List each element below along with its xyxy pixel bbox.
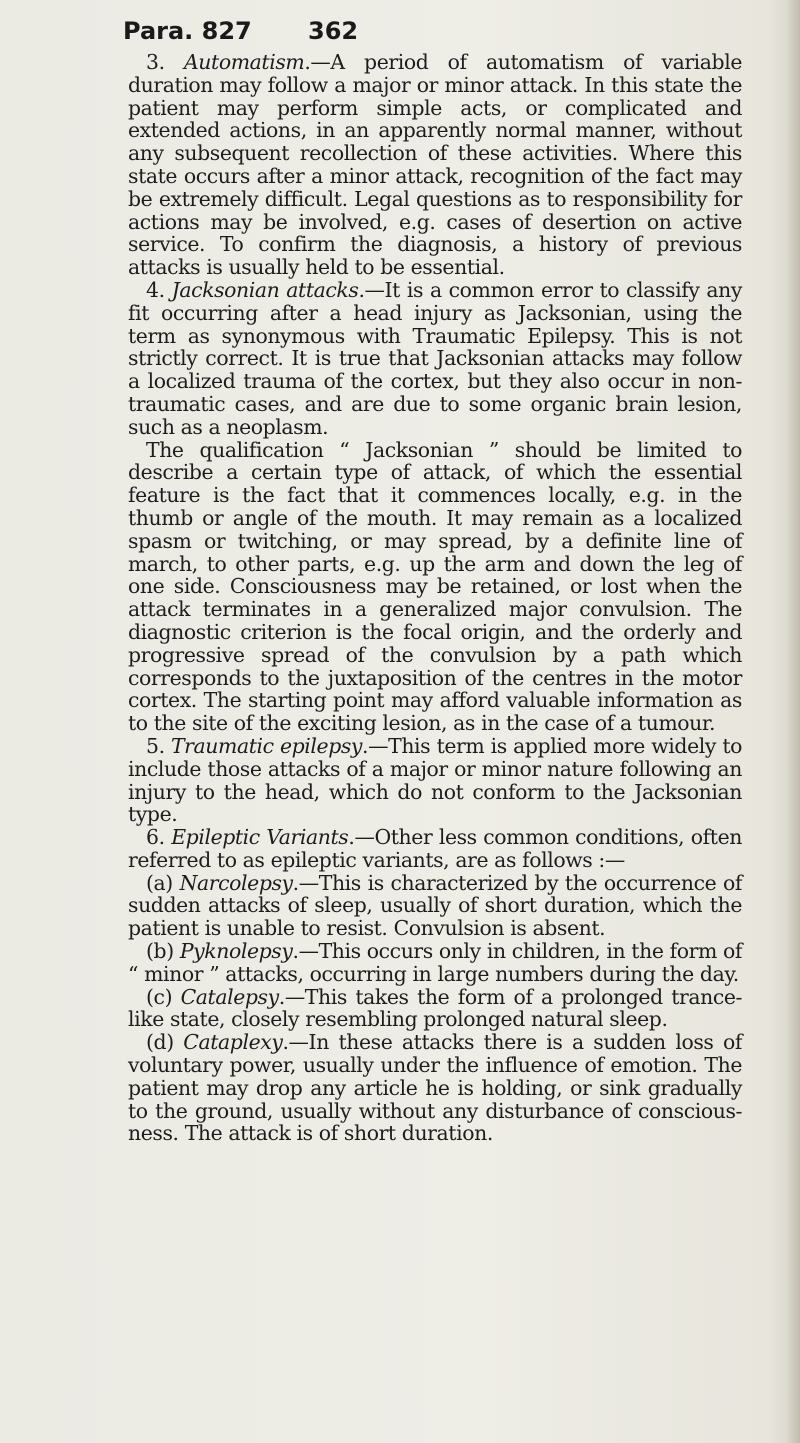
item-body: .—This is characterized by the occurrence of sudden attacks of sleep, usually of short duration, which the patient is unable to resist. Convulsion is absent. bbox=[128, 870, 742, 941]
item-number: (b) bbox=[146, 939, 180, 964]
item-number: (c) bbox=[146, 984, 181, 1009]
paragraph-traumatic-epilepsy bbox=[128, 735, 742, 826]
item-number: 5. bbox=[146, 733, 171, 758]
item-number: 3. bbox=[146, 50, 184, 74]
item-body: .—This occurs only in children, in the form of “ minor ” attacks, occurring in large numbers during the day. bbox=[128, 939, 742, 986]
page-number: 362 bbox=[308, 17, 359, 45]
item-title: Jacksonian attacks bbox=[171, 277, 359, 302]
paragraph-jacksonian-qualification bbox=[128, 439, 742, 735]
paragraph-label: Para. 827 bbox=[123, 17, 252, 45]
page-edge-shadow bbox=[786, 0, 800, 1443]
item-number: (a) bbox=[146, 870, 180, 895]
item-title: Catalepsy bbox=[180, 984, 279, 1009]
running-header bbox=[123, 14, 743, 48]
paragraph-epileptic-variants bbox=[128, 826, 742, 872]
item-title: Epileptic Variants bbox=[171, 825, 349, 850]
item-number: (d) bbox=[146, 1030, 184, 1055]
paragraph-cataplexy bbox=[128, 1031, 742, 1145]
item-body: .—In these attacks there is a sudden loss of voluntary power, usually under the influence of emotion. The patient may drop any article he is holding, or sink gradually to the ground, usually without any disturbance of conscious-ness. The attack is of short duration. bbox=[128, 1030, 742, 1146]
item-title: Cataplexy bbox=[183, 1030, 283, 1055]
paragraph-catalepsy bbox=[128, 986, 742, 1032]
item-body: The qualification “ Jacksonian ” should be limited to describe a certain type of attack, of which the essential feature is the fact that it commences locally, e.g. in the thumb or angle of the mouth. It may remain as a localized spasm or twitching, or may spread, by a definite line of march, to other parts, e.g. up the arm and down the leg of one side. Consciousness may be retained, or lost when the attack terminates in a generalized major convulsion. The diagnostic criterion is the focal origin, and the orderly and progressive spread of the convulsion by a path which corresponds to the juxtaposition of the centres in the motor cortex. The starting point may afford valuable information as to the site of the exciting lesion, as in the case of a tumour. bbox=[128, 437, 742, 736]
paragraph-pyknolepsy bbox=[128, 940, 742, 986]
item-body: .—This term is applied more widely to include those attacks of a major or minor nature following an injury to the head, which do not conform to the Jacksonian type. bbox=[128, 733, 742, 827]
item-title: Narcolepsy bbox=[179, 870, 293, 895]
paragraph-narcolepsy bbox=[128, 872, 742, 940]
item-body: .—This takes the form of a prolonged trance-like state, closely resembling prolonged natural sleep. bbox=[128, 984, 742, 1032]
item-title: Automatism bbox=[183, 50, 305, 74]
item-number: 4. bbox=[146, 277, 172, 302]
paragraph-jacksonian bbox=[128, 279, 742, 439]
item-title: Traumatic epilepsy bbox=[170, 733, 363, 758]
item-body: .—Other less common conditions, often referred to as epileptic variants, are as follows :— bbox=[128, 825, 742, 872]
item-title: Pyknolepsy bbox=[179, 939, 293, 964]
item-number: 6. bbox=[146, 825, 172, 850]
item-body: .—A period of automatism of variable duration may follow a major or minor attack. In this state the patient may perform simple acts, or complicated and extended actions, in an apparently normal manner, without any subsequent recollection of these activities. Where this state occurs after a minor attack, recognition of the fact may be extremely difficult. Legal questions as to responsibility for actions may be involved, e.g. cases of desertion on active service. To confirm the diagnosis, a history of previous attacks is usually held to be essential. bbox=[128, 50, 742, 280]
item-body: .—It is a common error to classify any fit occurring after a head injury as Jacksonian, using the term as synonymous with Traumatic Epilepsy. This is not strictly correct. It is true that Jacksonian attacks may follow a localized trauma of the cortex, but they also occur in non-traumatic cases, and are due to some organic brain lesion, such as a neoplasm. bbox=[128, 277, 742, 439]
body-text bbox=[128, 51, 742, 1145]
paragraph-automatism bbox=[128, 51, 742, 279]
